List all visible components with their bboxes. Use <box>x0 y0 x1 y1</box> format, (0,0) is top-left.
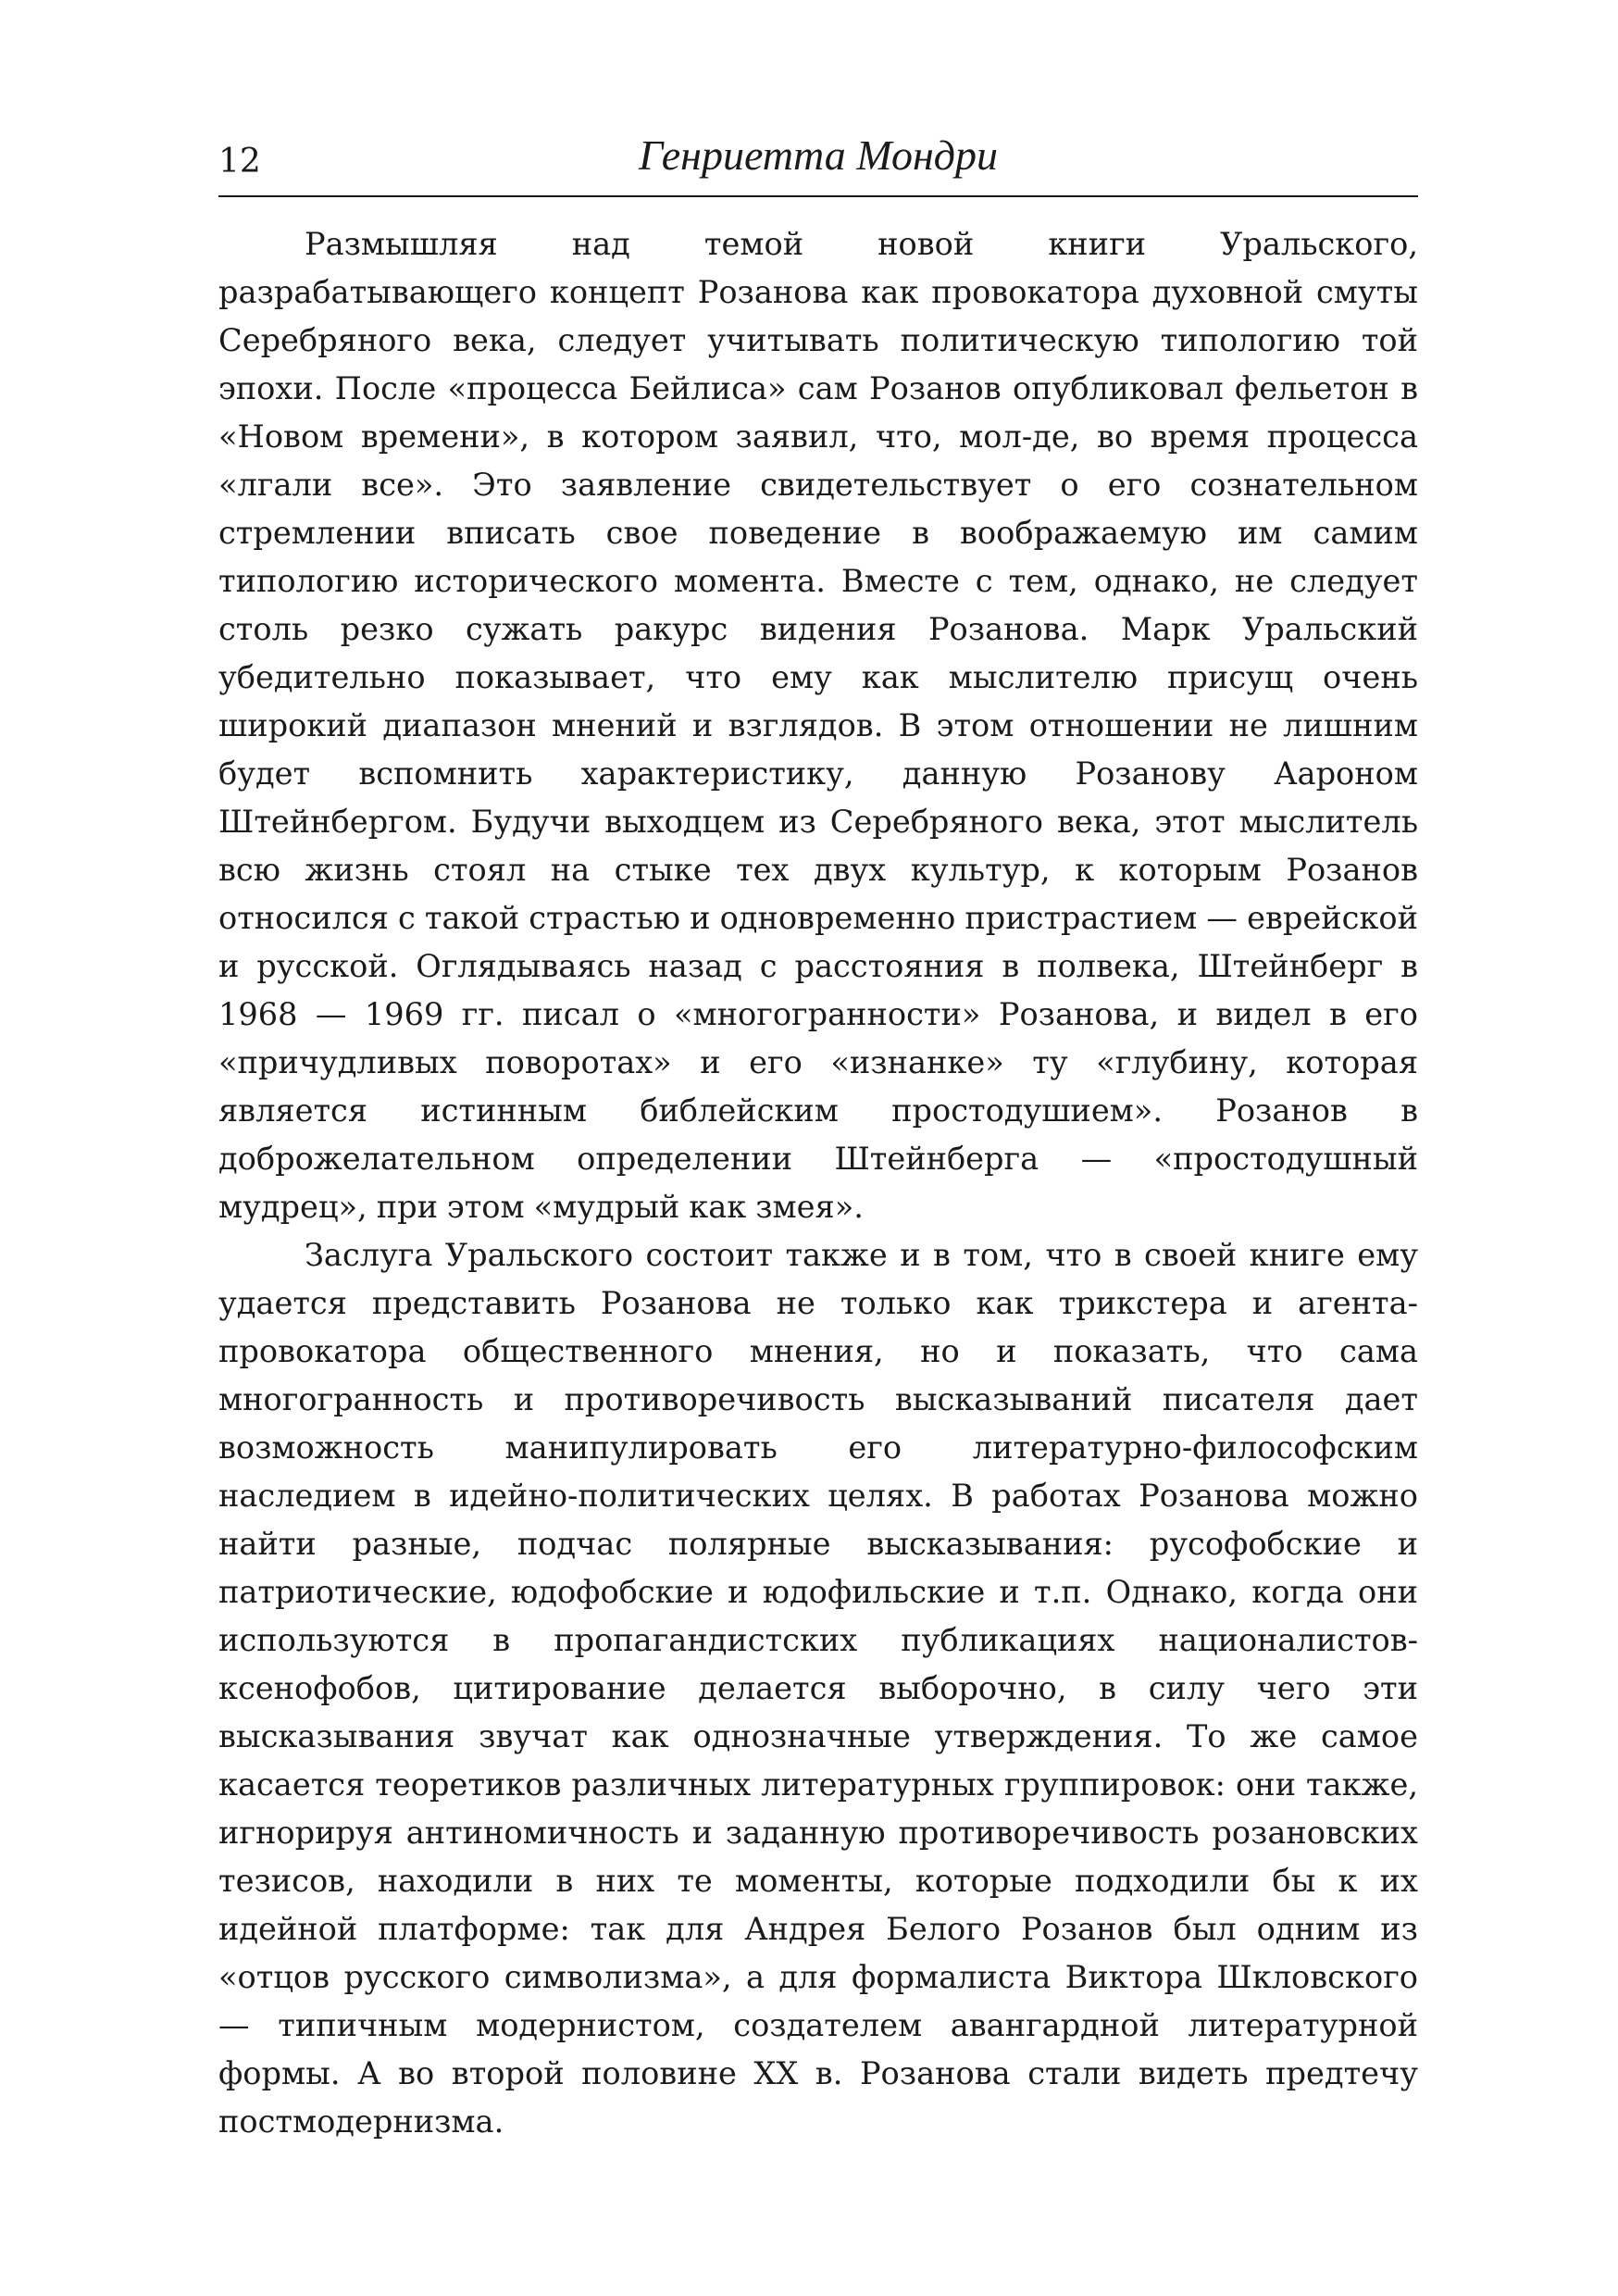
page-number: 12 <box>218 143 261 181</box>
body-text <box>218 220 1418 2146</box>
header-divider <box>218 195 1418 197</box>
paragraph-2: Заслуга Уральского состоит также и в том, что в своей книге ему удается представить Розанова не только как трикстера и агента-провокатора общественного мнения, но и показать, что сама многогранность и противоречивость высказываний писателя дает возможность манипулировать его литературно-философским наследием в идейно-политических целях. В работах Розанова можно найти разные, подчас полярные высказывания: русофобские и патриотические, юдофобские и юдофильские и т.п. Однако, когда они используются в пропагандистских публикациях националистов-ксенофобов, цитирование делается выборочно, в силу чего эти высказывания звучат как однозначные утверждения. То же самое касается теоретиков различных литературных группировок: они также, игнорируя антиномичность и заданную противоречивость розановских тезисов, находили в них те моменты, которые подходили бы к их идейной платформе: так для Андрея Белого Розанов был одним из «отцов русского символизма», а для формалиста Виктора Шкловского — типичным модернистом, создателем авангардной литературной формы. А во второй половине XX в. Розанова стали видеть предтечу постмодернизма. <box>218 1237 1418 2140</box>
running-header <box>218 130 1418 194</box>
paragraph-1: Размышляя над темой новой книги Уральского, разрабатывающего концепт Розанова как провокатора духовной смуты Серебряного века, следует учитывать политическую типологию той эпохи. После «процесса Бейлиса» сам Розанов опубликовал фельетон в «Новом времени», в котором заявил, что, мол-де, во время процесса «лгали все». Это заявление свидетельствует о его сознательном стремлении вписать свое поведение в воображаемую им самим типологию исторического момента. Вместе с тем, однако, не следует столь резко сужать ракурс видения Розанова. Марк Уральский убедительно показывает, что ему как мыслителю присущ очень широкий диапазон мнений и взглядов. В этом отношении не лишним будет вспомнить характеристику, данную Розанову Аароном Штейнбергом. Будучи выходцем из Серебряного века, этот мыслитель всю жизнь стоял на стыке тех двух культур, к которым Розанов относился с такой страстью и одновременно пристрастием — еврейской и русской. Оглядываясь назад с расстояния в полвека, Штейнберг в 1968 — 1969 гг. писал о «многогранности» Розанова, и видел в его «причудливых поворотах» и его «изнанке» ту «глубину, которая является истинным библейским простодушием». Розанов в доброжелательном определении Штейнберга — «простодушный мудрец», при этом «мудрый как змея». <box>218 226 1418 1225</box>
running-header-title: Генриетта Мондри <box>638 131 999 179</box>
